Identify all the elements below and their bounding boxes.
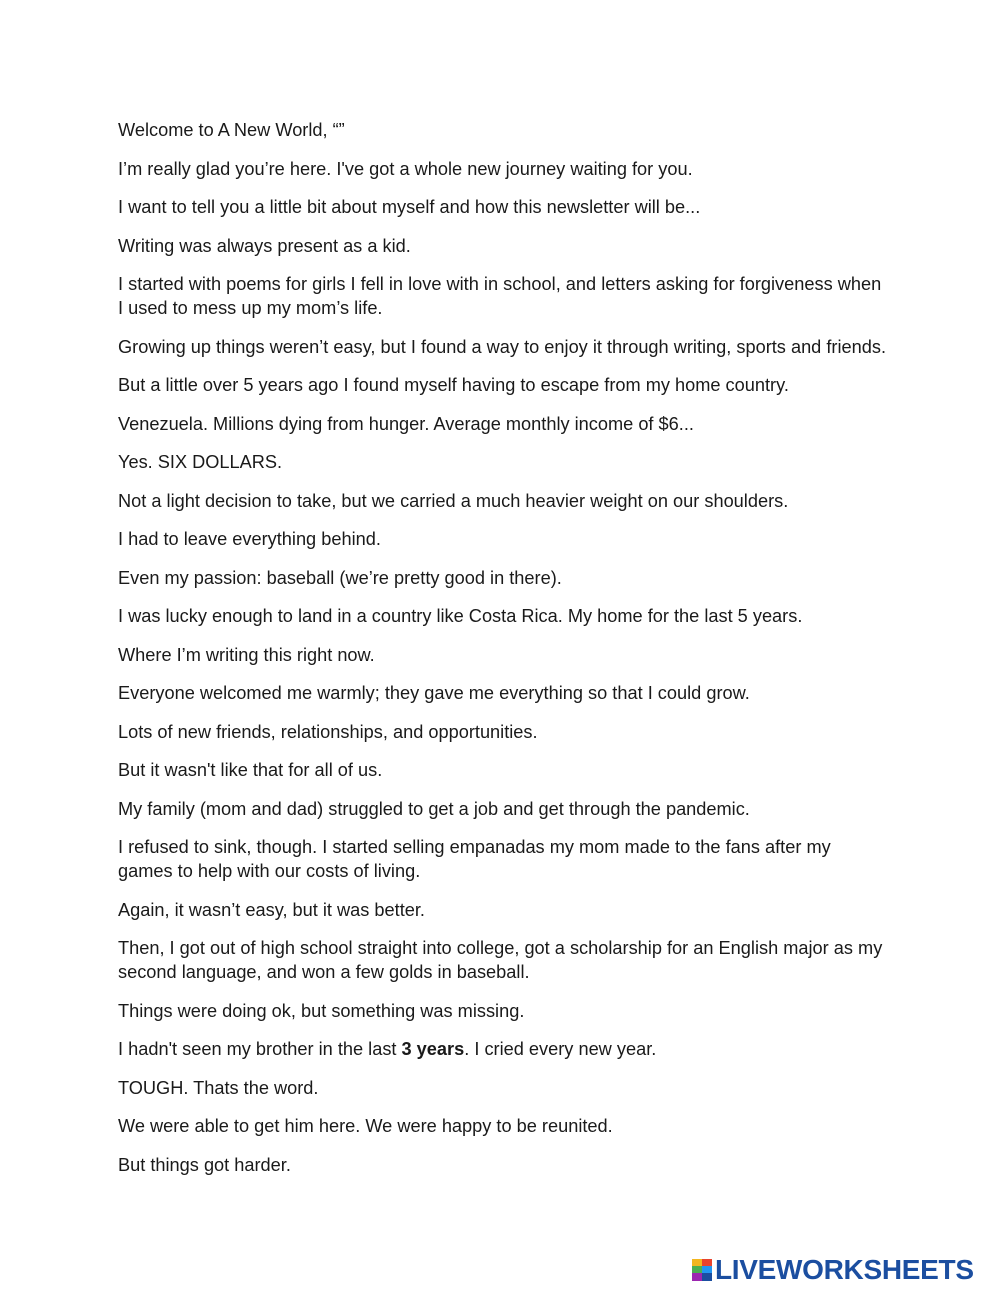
paragraph: Where I’m writing this right now. (118, 644, 375, 665)
paragraph: I had to leave everything behind. (118, 529, 381, 549)
paragraph (118, 1037, 888, 1061)
paragraph-text: . I cried every new year. (464, 1039, 657, 1059)
paragraph: Again, it wasn’t easy, but it was better. (118, 899, 425, 920)
paragraph: Venezuela. Millions dying from hunger. Average monthly income of $6... (118, 413, 694, 434)
paragraph: I was lucky enough to land in a country like Costa Rica. My home for the last 5 years. (118, 606, 803, 626)
paragraph-text: I hadn't seen my brother in the last (118, 1039, 402, 1059)
paragraph: I refused to sink, though. I started selling empanadas my mom made to the fans after my games to help with our costs of living. (118, 837, 831, 881)
paragraph: I want to tell you a little bit about myself and how this newsletter will be... (118, 197, 701, 217)
logo-mark-square (702, 1259, 712, 1266)
paragraph: Welcome to A New World, “” (118, 120, 345, 140)
document-body (118, 118, 888, 1191)
paragraph: Even my passion: baseball (we’re pretty good in there). (118, 567, 562, 588)
paragraph: Lots of new friends, relationships, and opportunities. (118, 721, 538, 742)
paragraph: But a little over 5 years ago I found myself having to escape from my home country. (118, 375, 789, 395)
paragraph: Then, I got out of high school straight into college, got a scholarship for an English major as my second language, and won a few golds in baseball. (118, 938, 883, 982)
paragraph: Yes. SIX DOLLARS. (118, 452, 283, 472)
paragraph: Everyone welcomed me warmly; they gave me everything so that I could grow. (118, 683, 750, 703)
paragraph: Not a light decision to take, but we carried a much heavier weight on our shoulders. (118, 490, 789, 511)
paragraph: We were able to get him here. We were happy to be reunited. (118, 1116, 613, 1136)
paragraph: But it wasn't like that for all of us. (118, 760, 383, 780)
logo-mark-square (702, 1273, 712, 1281)
paragraph-emphasis: 3 years (401, 1039, 465, 1059)
liveworksheets-logo-icon (692, 1259, 712, 1281)
paragraph: My family (mom and dad) struggled to get a job and get through the pandemic. (118, 798, 750, 819)
logo-text: LIVEWORKSHEETS (715, 1254, 974, 1285)
paragraph: Things were doing ok, but something was missing. (118, 1000, 525, 1021)
logo-mark-square (692, 1259, 702, 1266)
logo-mark-square (702, 1266, 712, 1273)
paragraph: TOUGH. Thats the word. (118, 1077, 319, 1098)
paragraph: I’m really glad you’re here. I've got a whole new journey waiting for you. (118, 158, 693, 179)
paragraph: But things got harder. (118, 1154, 291, 1175)
liveworksheets-logo (692, 1256, 974, 1284)
paragraph: Writing was always present as a kid. (118, 235, 411, 256)
logo-mark-square (692, 1273, 702, 1281)
paragraph: I started with poems for girls I fell in love with in school, and letters asking for forgiveness when I used to mess up my mom’s life. (118, 274, 882, 318)
paragraph: Growing up things weren’t easy, but I found a way to enjoy it through writing, sports and friends. (118, 336, 886, 357)
logo-mark-square (692, 1266, 702, 1273)
